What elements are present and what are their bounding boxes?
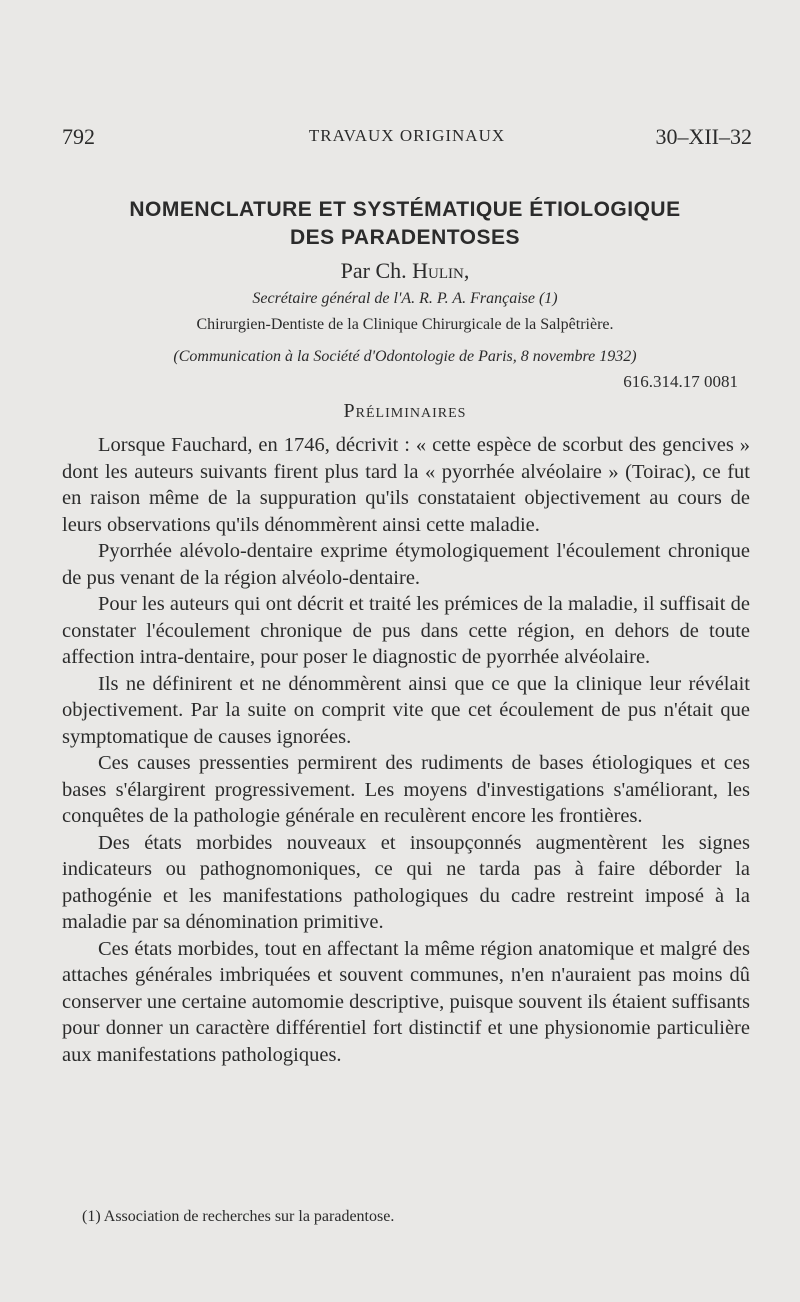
section-heading: Préliminaires [343,400,467,422]
issue-date: 30–XII–32 [655,124,752,149]
article-body [62,432,750,1068]
body-paragraph: Ils ne définirent et ne dénommèrent ainsi que ce que la clinique leur révélait objectivement. Par la suite on comprit vite que cet écoulement de pus n'était que symptomatique de causes ignorées. [62,672,750,748]
byline [60,258,750,284]
title-line-2: DES PARADENTOSES [289,226,521,249]
title-line-1: NOMENCLATURE ET SYSTÉMATIQUE ÉTIOLOGIQUE [129,198,681,221]
body-paragraph: Des états morbides nouveaux et insoupçonnés augmentèrent les signes indicateurs ou pathognomoniques, ce qui ne tarda pas à faire déborder la pathogénie et les manifestations pathologiques du cadre restreint imposé à la maladie par sa dénomination primitive. [62,831,750,933]
byline-prefix: Par Ch. [340,258,407,283]
author-affiliation-secondary: Chirurgien-Dentiste de la Clinique Chirurgicale de la Salpêtrière. [196,316,614,333]
body-paragraph: Pour les auteurs qui ont décrit et traité les prémices de la maladie, il suffisait de constater l'écoulement chronique de pus dans cette région, en dehors de toute affection intra-dentaire, pour poser le diagnostic de pyorrhée alvéolaire. [62,593,750,668]
footnote: (1) Association de recherches sur la paradentose. [82,1208,395,1225]
classification-code: 616.314.17 0081 [623,372,738,391]
author-name: Hulin, [412,258,470,283]
communication-note: (Communication à la Société d'Odontologie de Paris, 8 novembre 1932) [173,348,637,365]
body-paragraph: Ces états morbides, tout en affectant la même région anatomique et malgré des attaches générales imbriquées et souvent communes, n'en n'auraient pas moins dû conserver une certaine automomie descriptive, puisque souvent ils étaient suffisants pour donner un caractère différentiel fort distinctif et une physionomie particulière aux manifestations pathologiques. [62,937,750,1066]
author-affiliation: Secrétaire général de l'A. R. P. A. Française (1) [252,290,558,307]
article-title [60,196,750,252]
running-title: TRAVAUX ORIGINAUX [308,126,506,145]
running-header [62,124,752,154]
body-paragraph: Ces causes pressenties permirent des rudiments de bases étiologiques et ces bases s'élargirent progressivement. Les moyens d'investigations s'améliorant, les conquêtes de la pathologie générale en reculèrent encore les frontières. [62,752,750,827]
body-paragraph: Lorsque Fauchard, en 1746, décrivit : « cette espèce de scorbut des gencives » dont les auteurs suivants firent plus tard la « pyorrhée alvéolaire » (Toirac), ce fut en raison même de la suppuration qu'ils constataient objectivement au cours de leurs observations qu'ils dénommèrent ainsi cette maladie. [62,434,750,536]
body-paragraph: Pyorrhée alévolo-dentaire exprime étymologiquement l'écoulement chronique de pus venant de la région alvéolo-dentaire. [62,540,750,589]
page-number: 792 [62,124,95,149]
